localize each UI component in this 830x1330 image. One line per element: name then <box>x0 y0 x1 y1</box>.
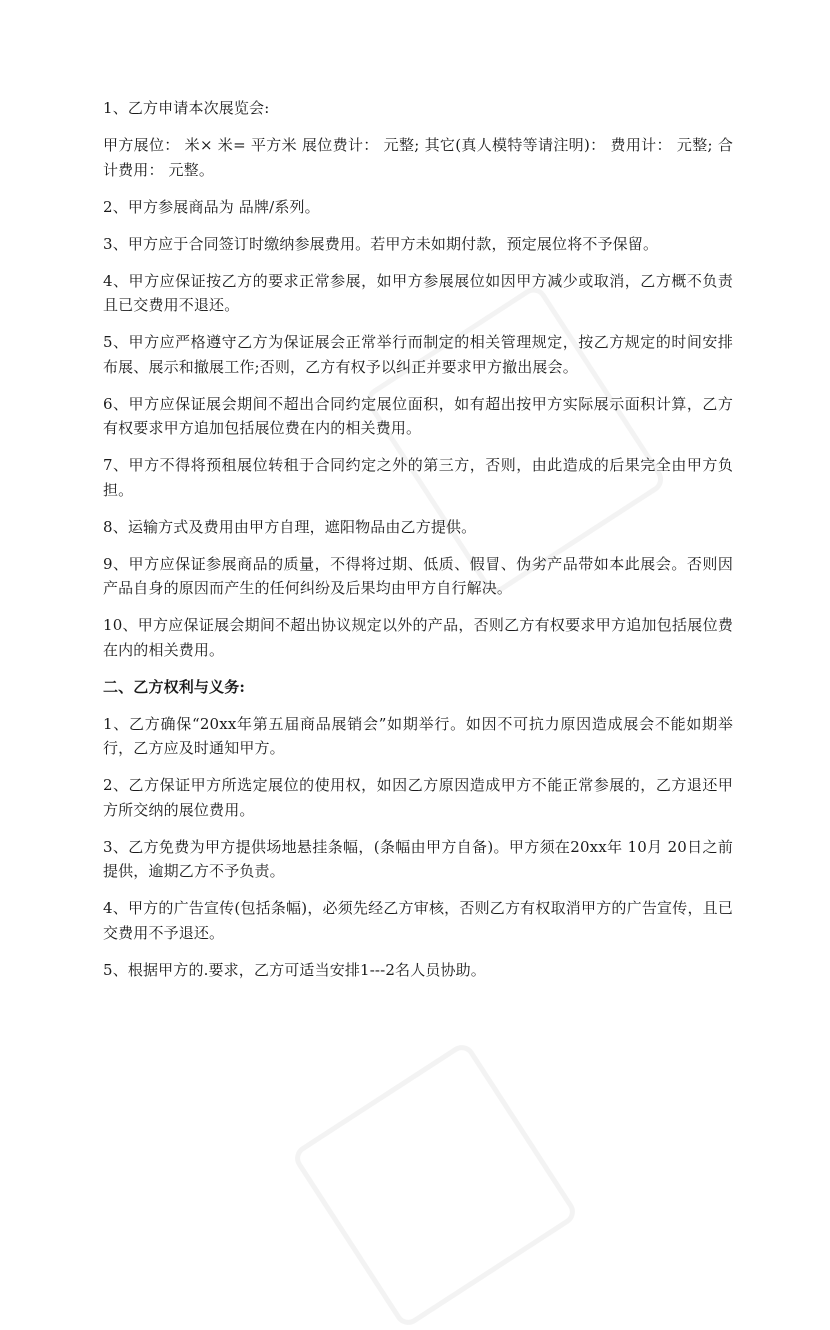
b-clause-5-staff: 5、根据甲方的.要求，乙方可适当安排1---2名人员协助。 <box>103 960 486 979</box>
clause-2-brand: 2、甲方参展商品为 品牌/系列。 <box>103 197 320 216</box>
clause-9-quality: 9、甲方应保证参展商品的质量，不得将过期、低质、假冒、伪劣产品带如本此展会。否则因产品自身的原因而产生的任何纠纷及后果均由甲方自行解决。 <box>103 554 733 597</box>
clause-10-products: 10、甲方应保证展会期间不超出协议规定以外的产品，否则乙方有权要求甲方追加包括展位费在内的相关费用。 <box>103 616 733 659</box>
section-heading-party-b: 二、乙方权利与义务: <box>103 677 246 696</box>
watermark-stamp-lower <box>290 1040 580 1330</box>
clause-7-sublease: 7、甲方不得将预租展位转租于合同约定之外的第三方，否则，由此造成的后果完全由甲方负担。 <box>103 456 733 499</box>
clause-1-apply: 1、乙方申请本次展览会: <box>103 99 270 117</box>
b-clause-3-banner: 3、乙方免费为甲方提供场地悬挂条幅，(条幅由甲方自备)。甲方须在20xx年 10月 20日之前提供，逾期乙方不予负责。 <box>103 837 733 880</box>
b-clause-4-advertising: 4、甲方的广告宣传(包括条幅)，必须先经乙方审核，否则乙方有权取消甲方的广告宣传，且已交费用不予退还。 <box>103 899 733 942</box>
clause-8-transport: 8、运输方式及费用由甲方自理，遮阳物品由乙方提供。 <box>103 517 477 536</box>
clause-5-rules: 5、甲方应严格遵守乙方为保证展会正常举行而制定的相关管理规定，按乙方规定的时间安排布展、展示和撤展工作;否则，乙方有权予以纠正并要求甲方撤出展会。 <box>103 333 733 376</box>
clause-6-area: 6、甲方应保证展会期间不超出合同约定展位面积，如有超出按甲方实际展示面积计算，乙方有权要求甲方追加包括展位费在内的相关费用。 <box>103 394 733 437</box>
clause-3-payment: 3、甲方应于合同签订时缴纳参展费用。若甲方未如期付款，预定展位将不予保留。 <box>103 234 659 253</box>
document-body <box>103 96 733 995</box>
b-clause-1-schedule: 1、乙方确保“20xx年第五届商品展销会”如期举行。如因不可抗力原因造成展会不能如期举行，乙方应及时通知甲方。 <box>103 714 733 757</box>
booth-fee-line: 甲方展位： 米× 米= 平方米 展位费计： 元整; 其它(真人模特等请注明)： 费用计： 元整; 合计费用： 元整。 <box>103 136 733 179</box>
clause-4-attendance: 4、甲方应保证按乙方的要求正常参展，如甲方参展展位如因甲方减少或取消，乙方概不负责且已交费用不退还。 <box>103 271 733 314</box>
b-clause-2-booth-rights: 2、乙方保证甲方所选定展位的使用权，如因乙方原因造成甲方不能正常参展的，乙方退还甲方所交纳的展位费用。 <box>103 776 733 819</box>
